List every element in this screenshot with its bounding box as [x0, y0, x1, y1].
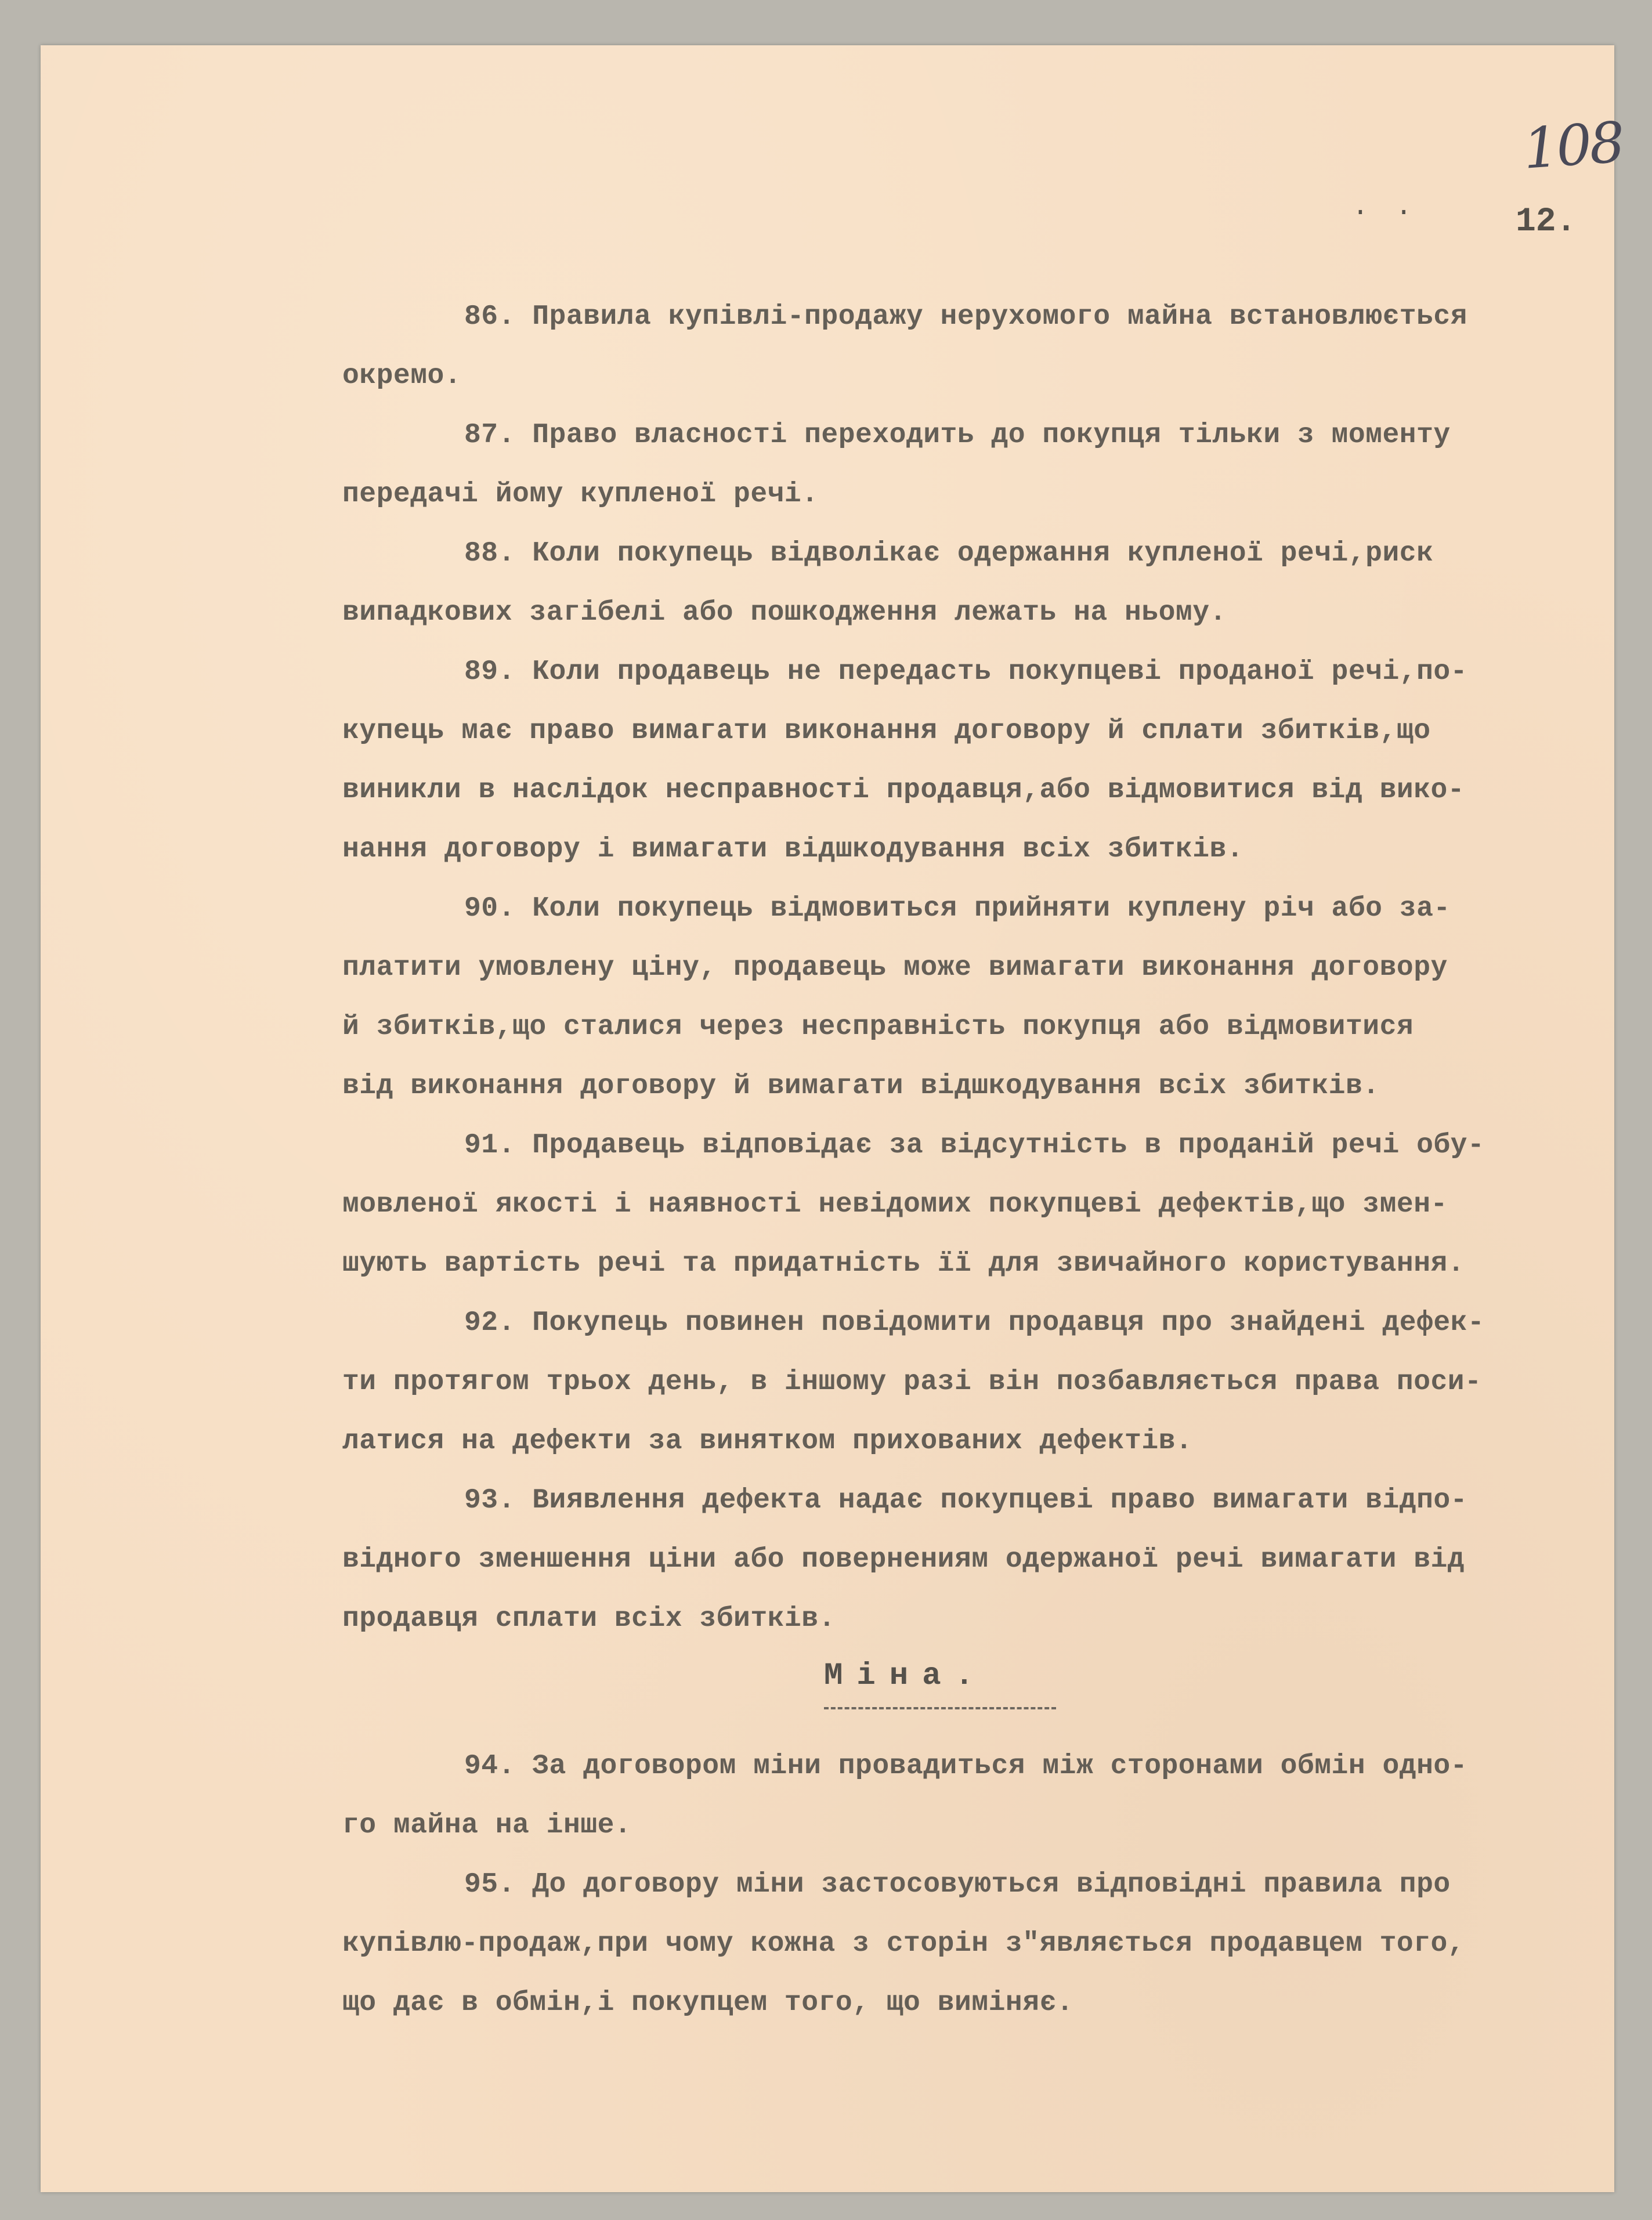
page-number: 12.: [1516, 203, 1577, 241]
paragraph-90-line-4: від виконання договору й вимагати відшкодування всіх збитків.: [342, 1071, 1380, 1102]
paragraph-86-line-1: 86. Правила купівлі-продажу нерухомого майна встановлюється: [464, 301, 1467, 332]
paragraph-90-line-1: 90. Коли покупець відмовиться прийняти куплену річ або за-: [464, 893, 1451, 924]
paragraph-92-line-3: латися на дефекти за винятком прихованих дефектів.: [342, 1426, 1193, 1457]
paragraph-92-line-1: 92. Покупець повинен повідомити продавця про знайдені дефек-: [464, 1307, 1485, 1339]
paragraph-90-line-2: платити умовлену ціну, продавець може вимагати виконання договору: [342, 952, 1448, 984]
paragraph-95-line-3: що дає в обмін,і покупцем того, що виміняє.: [342, 1987, 1074, 2019]
document-body-continued: [342, 1737, 1642, 2033]
paragraph-94-line-2: го майна на інше.: [342, 1810, 632, 1841]
document-body: [342, 287, 1642, 1648]
paragraph-88-line-1: 88. Коли покупець відволікає одержання купленої речі,риск: [464, 538, 1434, 569]
paragraph-94-line-1: 94. За договором міни провадиться між сторонами обмін одно-: [464, 1751, 1467, 1782]
paragraph-87-line-1: 87. Право власності переходить до покупця тільки з моменту: [464, 420, 1451, 451]
paragraph-91-line-1: 91. Продавець відповідає за відсутність в проданій речі обу-: [464, 1130, 1485, 1161]
paragraph-92-line-2: ти протягом трьох день, в іншому разі він позбавляється права поси-: [342, 1366, 1482, 1398]
archive-number: 108: [1521, 110, 1625, 182]
paragraph-87-line-2: передачі йому купленої речі.: [342, 479, 819, 510]
paragraph-86-line-2: окремо.: [342, 360, 462, 392]
paragraph-95-line-1: 95. До договору міни застосовуються відповідні правила про: [464, 1869, 1451, 1900]
paragraph-93-line-2: відного зменшення ціни або повернениям одержаної речі вимагати від: [342, 1544, 1465, 1575]
paragraph-89-line-2: купець має право вимагати виконання договору й сплати збитків,що: [342, 715, 1431, 747]
heading-underline: [824, 1707, 1056, 1709]
margin-marks: ··: [1352, 197, 1439, 229]
paragraph-91-line-3: шують вартість речі та придатність її для звичайного користування.: [342, 1248, 1465, 1279]
paragraph-90-line-3: й збитків,що сталися через несправність покупця або відмовитися: [342, 1011, 1414, 1043]
paragraph-89-line-4: нання договору і вимагати відшкодування всіх збитків.: [342, 834, 1244, 865]
paragraph-93-line-1: 93. Виявлення дефекта надає покупцеві право вимагати відпо-: [464, 1485, 1467, 1516]
paragraph-95-line-2: купівлю-продаж,при чому кожна з сторін з"являється продавцем того,: [342, 1928, 1465, 1959]
paragraph-88-line-2: випадкових загібелі або пошкодження лежать на ньому.: [342, 597, 1227, 628]
paragraph-89-line-3: виникли в наслідок несправності продавця,або відмовитися від вико-: [342, 775, 1465, 806]
paragraph-91-line-2: мовленої якості і наявності невідомих покупцеві дефектів,що змен-: [342, 1189, 1448, 1220]
paragraph-93-line-3: продавця сплати всіх збитків.: [342, 1603, 836, 1635]
section-heading: Міна.: [824, 1658, 988, 1694]
paragraph-89-line-1: 89. Коли продавець не передасть покупцеві проданої речі,по-: [464, 656, 1467, 688]
